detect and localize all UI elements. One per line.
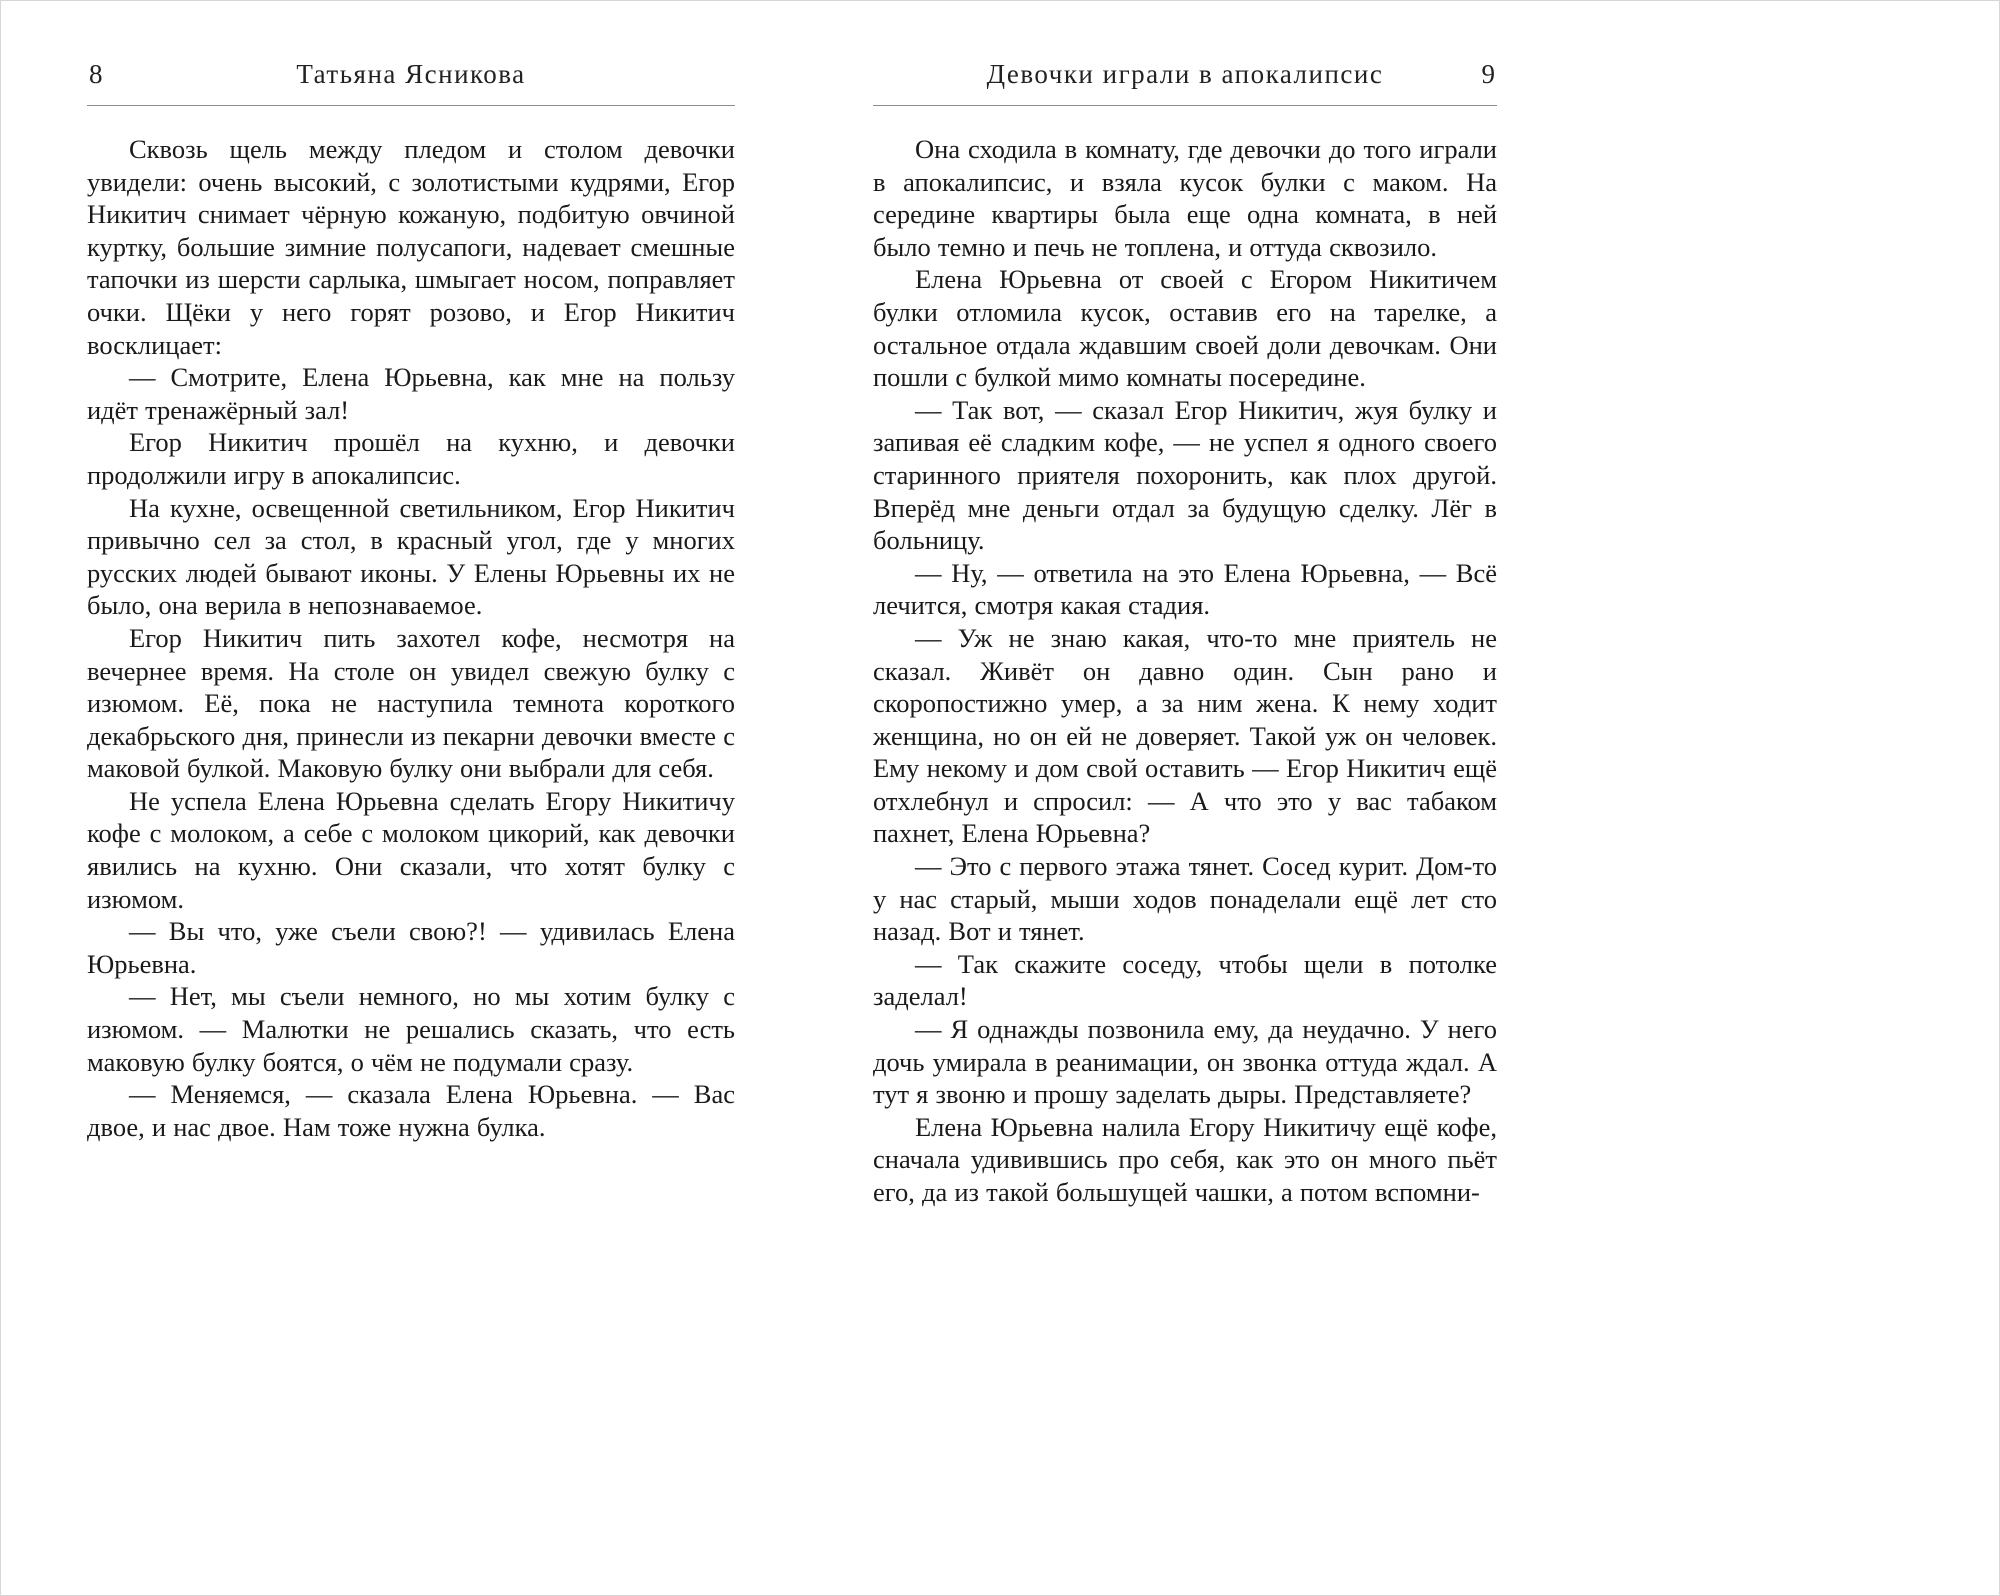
paragraph-right-7: — Так скажите соседу, чтобы щели в потолке заделал!	[873, 948, 1497, 1012]
paragraph-left-2: — Смотрите, Елена Юрьевна, как мне на пользу идёт тренажёрный зал!	[87, 362, 735, 425]
paragraph-right-8: — Я однажды позвонила ему, да неудачно. У него дочь умирала в реанимации, он звонка оттуда ждал. А тут я звоню и прошу заделать дыры. Представляете?	[873, 1014, 1497, 1110]
page-number-right: 9	[1481, 59, 1495, 89]
paragraph-left-7: — Вы что, уже съели свою?! — удивилась Елена Юрьевна.	[87, 916, 735, 979]
running-title-left: Татьяна Ясникова	[296, 59, 526, 89]
body-text-left	[87, 133, 735, 1143]
paragraph-right-1: Она сходила в комнату, где девочки до того играли в апокалипсис, и взяла кусок булки с маком. На середине квартиры была еще одна комната, в ней было темно и печь не топлена, и оттуда сквозило.	[873, 134, 1497, 262]
paragraph-right-2: Елена Юрьевна от своей с Егором Никитичем булки отломила кусок, оставив его на тарелке, а остальное отдала ждавшим своей доли девочкам. Они пошли с булкой мимо комнаты посередине.	[873, 264, 1497, 393]
paragraph-left-6: Не успела Елена Юрьевна сделать Егору Никитичу кофе с молоком, а себе с молоком цикорий, как девочки явились на кухню. Они сказали, что хотят булку с изюмом.	[87, 785, 735, 914]
page-left	[87, 1, 735, 1595]
body-text-right	[873, 133, 1497, 1209]
paragraph-right-9: Елена Юрьевна налила Егору Никитичу ещё кофе, сначала удивившись про себя, как это он много пьёт его, да из такой большущей чашки, а потом вспомни-	[873, 1111, 1497, 1207]
header-rule-left	[87, 105, 735, 106]
paragraph-right-4: — Ну, — ответила на это Елена Юрьевна, — Всё лечится, смотря какая стадия.	[873, 557, 1497, 621]
page-right	[873, 1, 1497, 1595]
paragraph-left-4: На кухне, освещенной светильником, Егор Никитич привычно сел за стол, в красный угол, где у многих русских людей бывают иконы. У Елены Юрьевны их не было, она верила в непознаваемое.	[87, 492, 735, 621]
paragraph-left-8: — Нет, мы съели немного, но мы хотим булку с изюмом. — Малютки не решались сказать, что есть маковую булку боятся, о чём не подумали сразу.	[87, 981, 735, 1077]
running-head-right	[873, 59, 1497, 97]
paragraph-left-5: Егор Никитич пить захотел кофе, несмотря на вечернее время. На столе он увидел свежую булку с изюмом. Её, пока не наступила темнота короткого декабрьского дня, принесли из пекарни девочки вместе с маковой булкой. Маковую булку они выбрали для себя.	[87, 622, 735, 784]
running-head-left	[87, 59, 735, 97]
paragraph-right-5: — Уж не знаю какая, что-то мне приятель не сказал. Живёт он давно один. Сын рано и скоропостижно умер, а за ним жена. К нему ходит женщина, но он ей не доверяет. Такой уж он человек. Ему некому и дом свой оставить — Егор Никитич ещё отхлебнул и спросил: — А что это у вас табаком пахнет, Елена Юрьевна?	[873, 622, 1497, 849]
header-rule-right	[873, 105, 1497, 106]
paragraph-left-3: Егор Никитич прошёл на кухню, и девочки продолжили игру в апокалипсис.	[87, 427, 735, 490]
paragraph-right-3: — Так вот, — сказал Егор Никитич, жуя булку и запивая её сладким кофе, — не успел я одного своего старинного приятеля похоронить, как плох другой. Вперёд мне деньги отдал за будущую сделку. Лёг в больницу.	[873, 394, 1497, 556]
running-title-right: Девочки играли в апокалипсис	[986, 59, 1384, 89]
paragraph-left-9: — Меняемся, — сказала Елена Юрьевна. — Вас двое, и нас двое. Нам тоже нужна булка.	[87, 1079, 735, 1142]
paragraph-left-1: Сквозь щель между пледом и столом девочки увидели: очень высокий, с золотистыми кудрями, Егор Никитич снимает чёрную кожаную, подбитую овчиной куртку, большие зимние полусапоги, надевает смешные тапочки из шерсти сарлыка, шмыгает носом, поправляет очки. Щёки у него горят розово, и Егор Никитич восклицает:	[87, 134, 735, 360]
page-number-left: 8	[89, 59, 103, 89]
paragraph-right-6: — Это с первого этажа тянет. Сосед курит. Дом-то у нас старый, мыши ходов понаделали ещё лет сто назад. Вот и тянет.	[873, 851, 1497, 947]
